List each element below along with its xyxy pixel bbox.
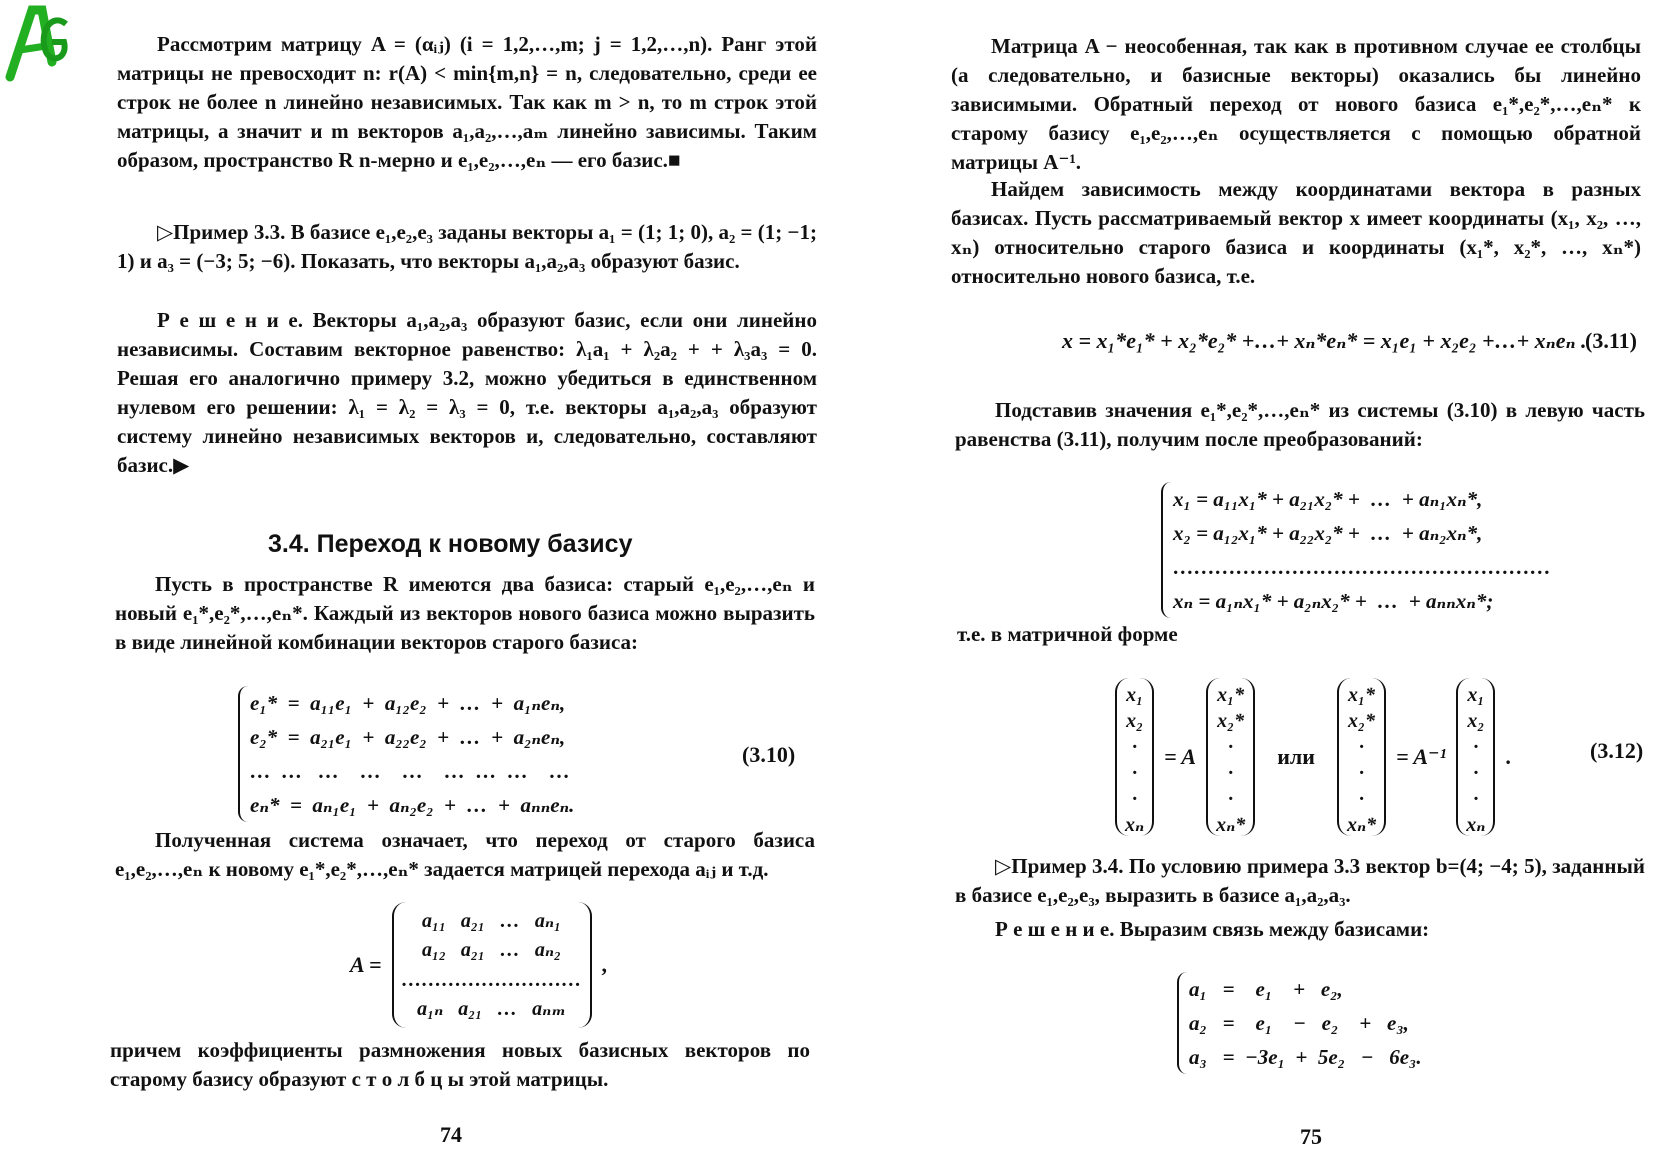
equation-label-3-10: (3.10): [742, 742, 796, 767]
solution-3-4: Р е ш е н и е. Выразим связь между базисами:: [995, 917, 1430, 941]
right-paragraph-2: Найдем зависимость между координатами вектора в разных базисах. Пусть рассматриваемый вектор x имеет координаты (x₁, x₂, …, xₙ) относительно старого базиса и координаты (x₁*, x₂*, …, xₙ*) относительно нового базиса, т.е.: [951, 177, 1641, 288]
period: .: [1505, 744, 1511, 769]
matrix-row: ………………………: [401, 968, 582, 991]
transition-matrix: [350, 902, 607, 1028]
matrix-label: A =: [350, 952, 382, 977]
system-row: e₁* = a₁₁e₁ + a₁₂e₂ + … + a₁ₙeₙ,: [250, 691, 566, 715]
column-x: x₁ x₂ · · · xₙ: [1115, 678, 1154, 836]
matrix-form-text: т.е. в матричной форме: [957, 622, 1178, 646]
column-x-star-2: x₁* x₂* · · · xₙ*: [1337, 678, 1386, 836]
matrix-row: a₁₁ a₂₁ … aₙ₁: [421, 909, 562, 932]
system-row: a₂ = e₁ − e₂ + e₃,: [1189, 1011, 1409, 1035]
left-paragraph-1: Рассмотрим матрицу A = (αᵢⱼ) (i = 1,2,…,m; j = 1,2,…,n). Ранг этой матрицы не превосходит n: r(A) < min{m,n} = n, следовательно, среди ее строк не более n линейно независимых. Так как m > n, то m строк этой матрицы, а значит и m векторов a₁,a₂,…,aₘ линейно зависимы. Таким образом, пространство R n-мерно и e₁,e₂,…,eₙ — его базис.■: [117, 32, 817, 172]
comma: ,: [601, 952, 607, 977]
equals-a-inverse: = A⁻¹: [1396, 744, 1447, 769]
formula-3-11: x = x₁*e₁* + x₂*e₂* +…+ xₙ*eₙ* = x₁e₁ + x₂e₂ +…+ xₙeₙ .: [1062, 328, 1587, 353]
system-row: x₂ = a₁₂x₁* + a₂₂x₂* + … + aₙ₂xₙ*,: [1173, 521, 1483, 545]
example-3-3: ▷Пример 3.3. В базисе e₁,e₂,e₃ заданы векторы a₁ = (1; 1; 0), a₂ = (1; −1; 1) и a₃ = (−3; 5; −6). Показать, что векторы a₁,a₂,a₃ образуют базис.: [117, 220, 817, 273]
system-row: e₂* = a₂₁e₁ + a₂₂e₂ + … + a₂ₙeₙ,: [250, 725, 566, 749]
column-x-2: x₁ x₂ · · · xₙ: [1456, 678, 1495, 836]
system-row: eₙ* = aₙ₁e₁ + aₙ₂e₂ + … + aₙₙeₙ.: [250, 793, 575, 817]
example-3-4: ▷Пример 3.4. По условию примера 3.3 вектор b=(4; −4; 5), заданный в базисе e₁,e₂,e₃, выразить в базисе a₁,a₂,a₃.: [955, 854, 1645, 907]
system-row: x₁ = a₁₁x₁* + a₂₁x₂* + … + aₙ₁xₙ*,: [1173, 487, 1483, 511]
system-3-10: [238, 686, 574, 822]
column-x-star: x₁* x₂* · · · xₙ*: [1206, 678, 1255, 836]
left-paragraph-3: Полученная система означает, что переход от старого базиса e₁,e₂,…,eₙ к новому e₁*,e₂*,…,eₙ* задается матрицей перехода aᵢⱼ и т.д.: [115, 828, 815, 881]
right-paragraph-1: Матрица A − неособенная, так как в противном случае ее столбцы (а следовательно, и базисные векторы) оказались бы линейно зависимыми. Обратный переход от нового базиса e₁*,e₂*,…,eₙ* к старому базису e₁,e₂,…,eₙ осуществляется с помощью обратной матрицы A⁻¹.: [951, 34, 1641, 174]
matrix-row: a₁₂ a₂₁ … aₙ₂: [421, 939, 562, 962]
solution-3-3: Р е ш е н и е. Векторы a₁,a₂,a₃ образуют базис, если они линейно независимы. Составим векторное равенство: λ₁a₁ + λ₂a₂ + + λ₃a₃ = 0. Решая его аналогично примеру 3.2, можно убедиться в единственном нулевом его решении: λ₁ = λ₂ = λ₃ = 0, т.е. векторы a₁,a₂,a₃ образуют систему линейно независимых векторов и, следовательно, составляют базис.▶: [117, 308, 817, 477]
section-heading: 3.4. Переход к новому базису: [268, 530, 633, 558]
equation-label-3-12: (3.12): [1590, 738, 1644, 763]
right-paragraph-3: Подставив значения e₁*,e₂*,…,eₙ* из системы (3.10) в левую часть равенства (3.11), получим после преобразований:: [955, 398, 1645, 451]
coordinate-system: [1161, 482, 1551, 618]
system-row: … … … … … … … … …: [250, 759, 571, 783]
equation-label-3-11: (3.11): [1585, 328, 1637, 353]
matrix-row: a₁ₙ a₂₁ … aₙₘ: [417, 998, 566, 1021]
system-row: a₁ = e₁ + e₂,: [1189, 977, 1343, 1001]
system-row: ………………………………………………: [1173, 555, 1551, 579]
matrix-equation-3-12: [1115, 678, 1511, 836]
publisher-logo: [2, 2, 72, 82]
left-paragraph-2: Пусть в пространстве R имеются два базиса: старый e₁,e₂,…,eₙ и новый e₁*,e₂*,…,eₙ*. Каждый из векторов нового базиса можно выразить в виде линейной комбинации векторов старого базиса:: [115, 572, 815, 654]
basis-relation-system: [1177, 972, 1422, 1074]
left-paragraph-4: причем коэффициенты размножения новых базисных векторов по старому базису образуют с т о л б ц ы этой матрицы.: [110, 1038, 810, 1091]
system-row: xₙ = a₁ₙx₁* + a₂ₙx₂* + … + aₙₙxₙ*;: [1173, 589, 1494, 613]
page-number-left: 74: [440, 1122, 462, 1147]
or-text: или: [1277, 744, 1315, 769]
page-number-right: 75: [1300, 1124, 1322, 1149]
system-row: a₃ = −3e₁ + 5e₂ − 6e₃.: [1189, 1045, 1422, 1069]
equals-a: = A: [1164, 744, 1197, 769]
